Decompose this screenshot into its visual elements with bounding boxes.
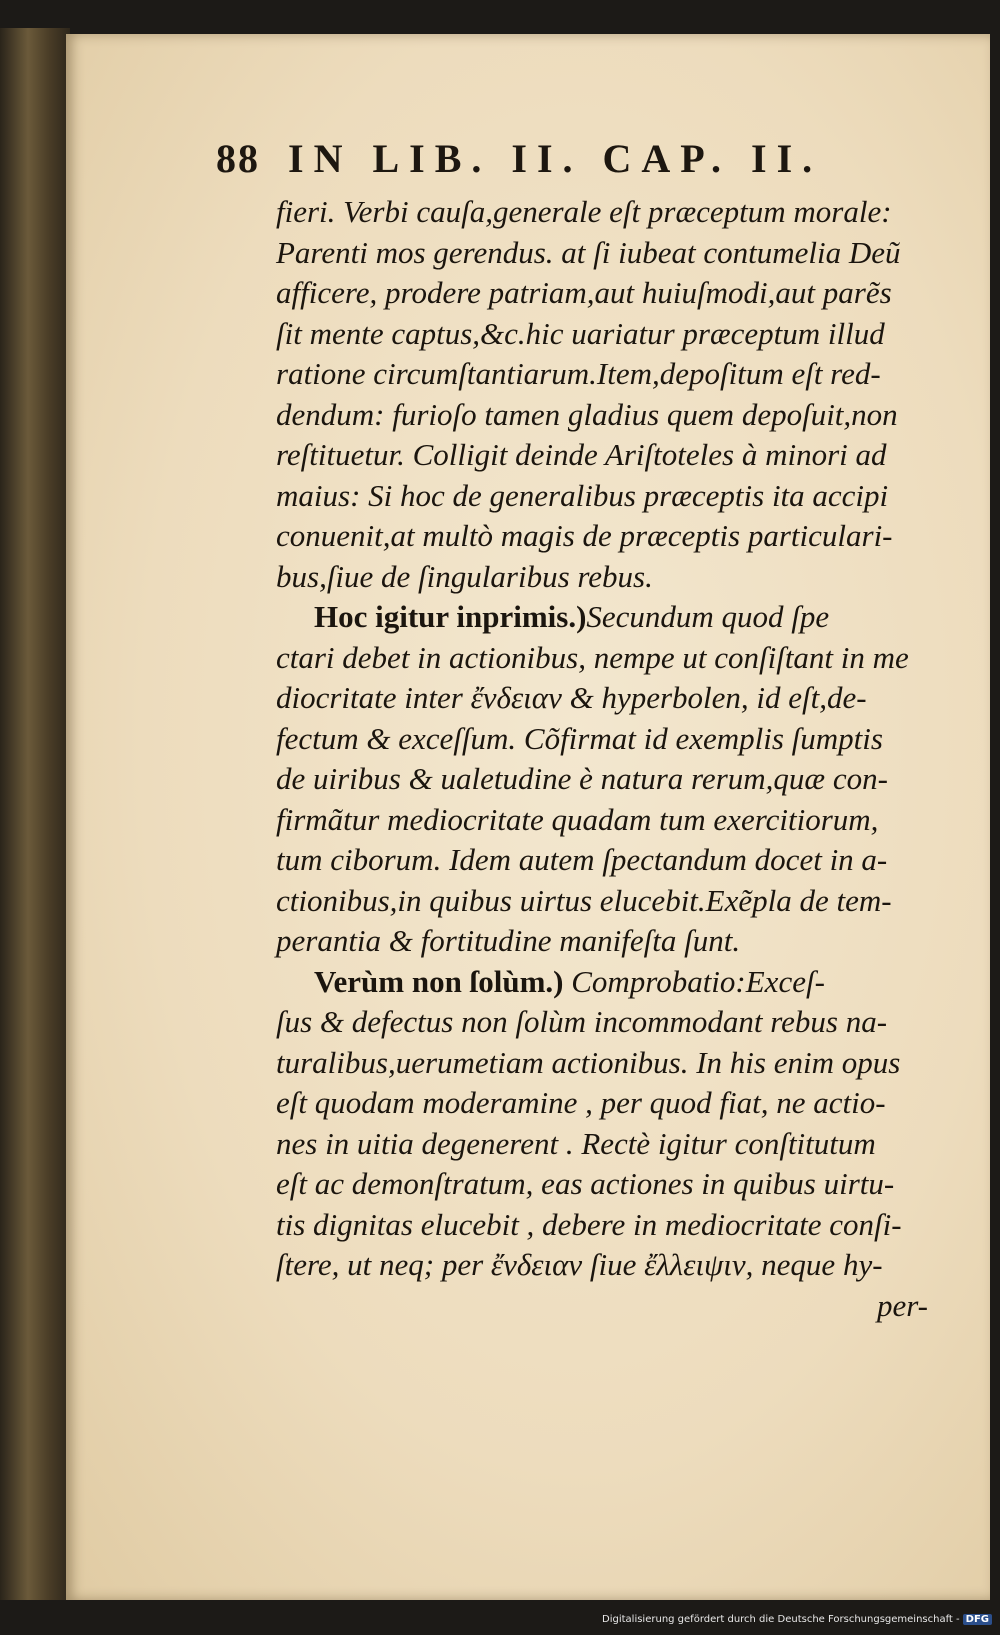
line-text: diocritate inter ἔνδειαν & hyperbolen, id eſt,de-: [276, 680, 867, 715]
line-text: Comprobatio:Exceſ-: [563, 963, 825, 999]
line-text: bus,ſiue de ſingularibus rebus.: [276, 558, 653, 594]
line-text: Parenti mos gerendus. at ſi iubeat contumelia Deũ: [276, 234, 901, 270]
text-line: [276, 638, 936, 679]
text-line: [276, 962, 936, 1003]
text-line: [276, 1164, 936, 1205]
catchword: per-: [876, 1287, 928, 1323]
line-text: reſtituetur. Colligit deinde Ariſtoteles à minori ad: [276, 437, 887, 472]
line-text: nes in uitia degenerent . Rectè igitur conſtitutum: [276, 1125, 876, 1161]
text-line: [276, 1043, 936, 1084]
line-text: eſt quodam moderamine , per quod fiat, ne actio-: [276, 1085, 886, 1120]
text-line: [276, 597, 936, 638]
running-title: IN LIB. II. CAP. II.: [288, 136, 823, 181]
line-text: fieri. Verbi cauſa,generale eſt præceptum morale:: [276, 194, 892, 229]
line-text: perantia & fortitudine manifeſta ſunt.: [276, 923, 741, 958]
line-text: ratione circumſtantiarum.Item,depoſitum eſt red-: [276, 356, 881, 391]
book-spine: [0, 28, 70, 1600]
text-line: [276, 1245, 936, 1286]
credit-text: Digitalisierung gefördert durch die Deutsche Forschungsgemeinschaft -: [602, 1614, 960, 1625]
text-line: [276, 516, 936, 557]
text-line: [276, 1083, 936, 1124]
line-text: afficere, prodere patriam,aut huiuſmodi,aut parẽs: [276, 275, 892, 310]
line-text: ſus & defectus non ſolùm incommodant rebus na-: [276, 1004, 888, 1039]
text-line: [276, 1205, 936, 1246]
running-header: [216, 135, 856, 191]
line-text: conuenit,at multò magis de præceptis particulari-: [276, 518, 893, 553]
text-line: [276, 1124, 936, 1165]
text-line: [276, 759, 936, 800]
lemma: Verùm non ſolùm.): [314, 963, 564, 999]
text-line: [276, 435, 936, 476]
line-text: de uiribus & ualetudine è natura rerum,quæ con-: [276, 761, 888, 796]
body-text: [276, 192, 936, 1326]
text-line: [276, 1002, 936, 1043]
line-text: maius: Si hoc de generalibus præceptis ita accipi: [276, 477, 889, 513]
line-text: firmãtur mediocritate quadam tum exercitiorum,: [276, 801, 879, 837]
line-text: ctionibus,in quibus uirtus elucebit.Exẽpla de tem-: [276, 882, 892, 918]
text-line: [276, 840, 936, 881]
line-text: tum ciborum. Idem autem ſpectandum docet in a-: [276, 842, 888, 877]
line-text: ctari debet in actionibus, nempe ut conſiſtant in me: [276, 639, 909, 675]
lemma: Hoc igitur inprimis.): [314, 599, 587, 634]
text-line: [276, 800, 936, 841]
text-line: [276, 395, 936, 436]
text-line: [276, 314, 936, 355]
line-text: eſt ac demonſtratum, eas actiones in quibus uirtu-: [276, 1166, 895, 1201]
line-text: ſit mente captus,&c.hic uariatur præceptum illud: [276, 315, 885, 351]
text-line: [276, 557, 936, 598]
digitization-credit: [600, 1614, 992, 1632]
line-text: ſtere, ut neq; per ἔνδειαν ſiue ἔλλειψιν, neque hy-: [276, 1247, 883, 1282]
line-text: dendum: furioſo tamen gladius quem depoſuit,non: [276, 396, 898, 432]
page-number: 88: [216, 136, 260, 181]
line-text: turalibus,uerumetiam actionibus. In his enim opus: [276, 1044, 901, 1080]
text-line: [276, 921, 936, 962]
text-line: [276, 273, 936, 314]
text-line: [276, 719, 936, 760]
line-text: fectum & exceſſum. Cõfirmat id exemplis ſumptis: [276, 720, 883, 756]
line-text: tis dignitas elucebit , debere in mediocritate conſi-: [276, 1206, 902, 1242]
text-line: [276, 678, 936, 719]
dfg-logo: DFG: [963, 1614, 992, 1625]
line-text: Secundum quod ſpe: [586, 599, 830, 634]
text-line: [276, 233, 936, 274]
text-line: [276, 476, 936, 517]
text-line: [276, 192, 936, 233]
text-line: [276, 354, 936, 395]
text-line: [276, 881, 936, 922]
